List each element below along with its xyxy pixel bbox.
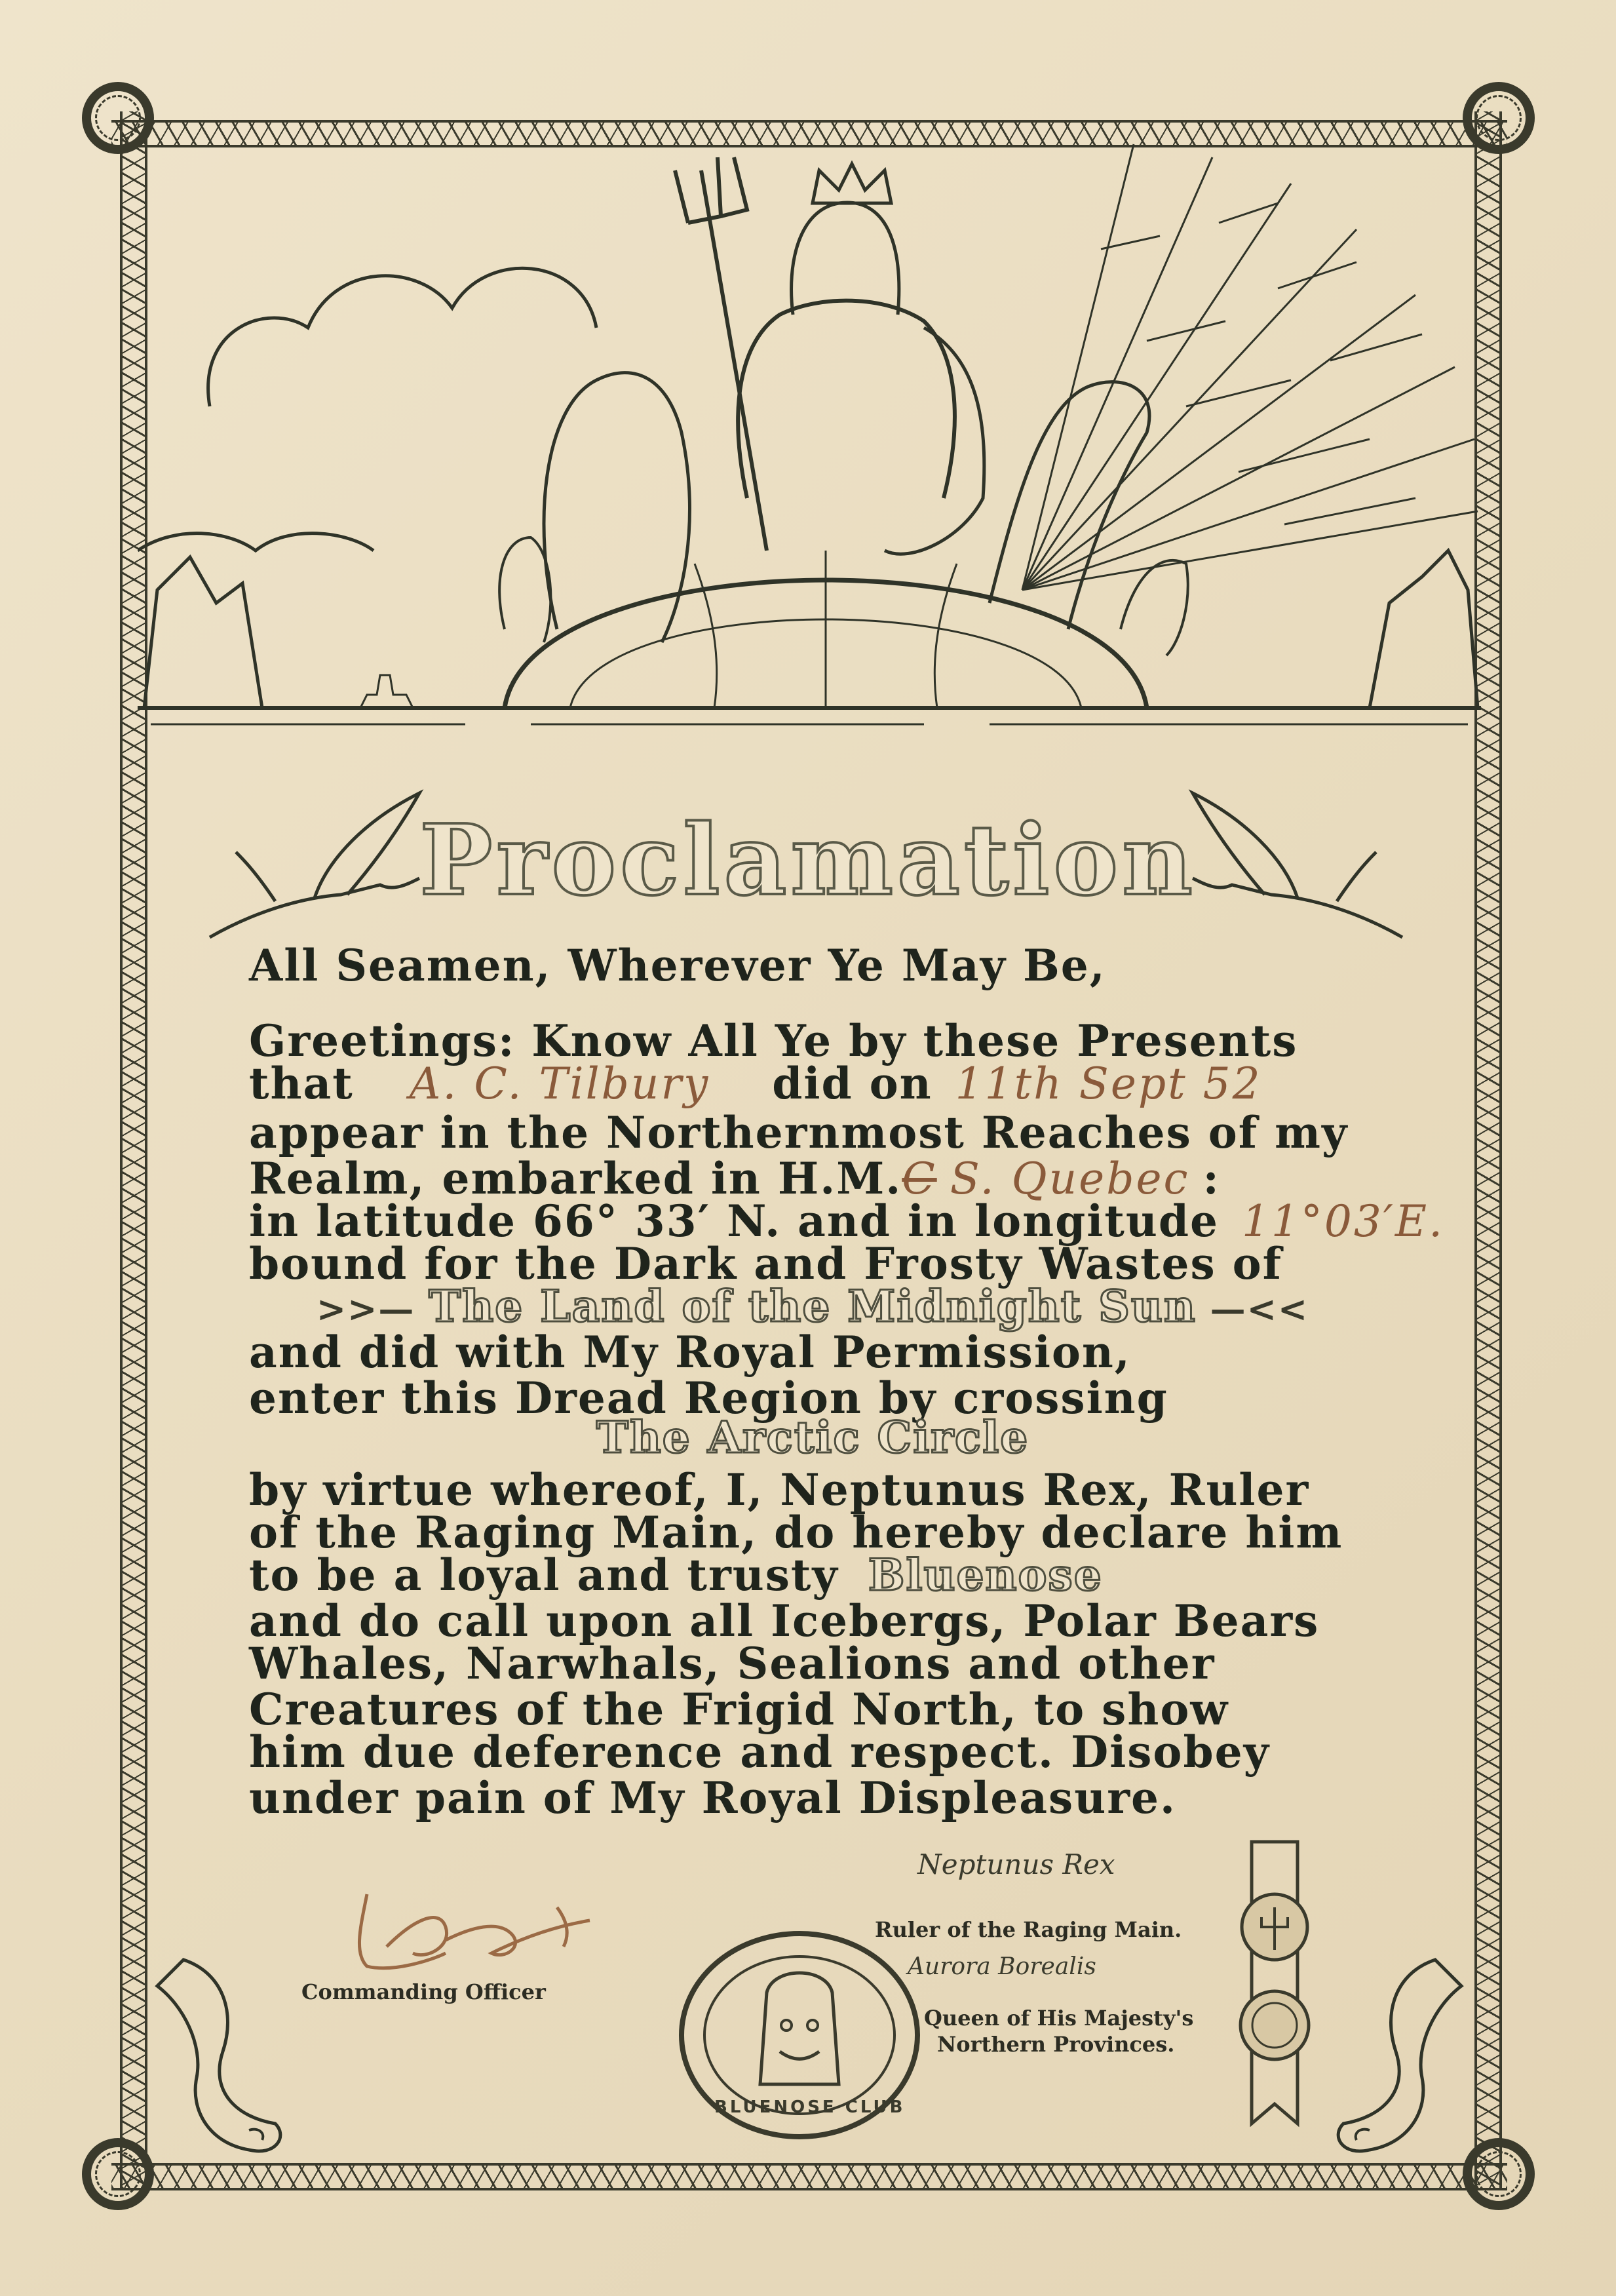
seal-text: BLUENOSE CLUB	[714, 2097, 906, 2117]
recipient-name: A. C. Tilbury	[409, 1059, 710, 1109]
text-line-5	[249, 1153, 1376, 1204]
text-line-7: bound for the Dark and Frosty Wastes of	[249, 1238, 1283, 1289]
realm-embarked-text: Realm, embarked in H.M.	[249, 1153, 902, 1204]
polar-bear-right	[990, 382, 1149, 629]
iceberg-left	[144, 557, 262, 708]
struck-letter: C	[902, 1154, 937, 1204]
dolphin-bottom-left	[144, 1947, 301, 2163]
text-line-1: All Seamen, Wherever Ye May Be,	[249, 940, 1106, 991]
battleship	[360, 675, 413, 708]
colon: :	[1202, 1153, 1220, 1204]
neptune-signature: Neptunus Rex	[917, 1848, 1115, 1880]
aurora-rays	[1022, 144, 1478, 590]
ribbon-with-seals	[1232, 1835, 1317, 2137]
rope-loop-bottom-left	[82, 2138, 154, 2210]
ship-name: S. Quebec	[950, 1154, 1190, 1204]
text-line-14: Whales, Narwhals, Sealions and other	[249, 1638, 1216, 1689]
aurora-signature: Aurora Borealis	[908, 1953, 1096, 1980]
commanding-officer-signature	[341, 1881, 616, 1986]
latitude-text: in latitude 66° 33′ N. and in longitude	[249, 1196, 1219, 1247]
iceberg-right	[1370, 551, 1478, 708]
text-line-16: him due deference and respect. Disobey	[249, 1726, 1270, 1778]
commanding-officer-label: Commanding Officer	[301, 1979, 546, 2004]
aurora-title-1: Queen of His Majesty's	[924, 2006, 1194, 2031]
text-line-9: enter this Dread Region by crossing	[249, 1372, 1168, 1424]
arctic-circle-line	[249, 1412, 1376, 1463]
neptune-illustration	[138, 131, 1481, 734]
polar-bear-left	[544, 373, 689, 642]
arrow-right-decoration: —<<	[1196, 1288, 1309, 1330]
seal-right	[1121, 560, 1188, 655]
loyal-trusty-text: to be a loyal and trusty	[249, 1549, 839, 1601]
longitude-value: 11°03′E.	[1241, 1196, 1445, 1247]
arctic-circle: The Arctic Circle	[596, 1412, 1029, 1463]
text-line-10: by virtue whereof, I, Neptunus Rex, Ruler	[249, 1464, 1310, 1515]
text-line-8: and did with My Royal Permission,	[249, 1327, 1131, 1378]
rope-border-bottom	[111, 2163, 1507, 2190]
land-of-midnight-sun: The Land of the Midnight Sun	[429, 1281, 1197, 1332]
that-word: that	[249, 1058, 354, 1109]
crown	[813, 164, 891, 203]
proclamation-title: Proclamation	[419, 803, 1197, 917]
land-of-midnight-sun-line	[249, 1281, 1376, 1332]
aurora-title-2: Northern Provinces.	[937, 2032, 1175, 2057]
bluenose-word: Bluenose	[868, 1549, 1103, 1601]
text-line-11: of the Raging Main, do hereby declare him	[249, 1507, 1343, 1558]
neptune-figure	[738, 301, 955, 498]
text-line-3	[249, 1058, 1376, 1109]
seal-left	[499, 537, 550, 642]
did-on-word: did on	[772, 1058, 933, 1109]
dolphin-bottom-right	[1317, 1947, 1474, 2163]
text-line-12	[249, 1549, 1376, 1601]
cloud-left	[208, 268, 596, 406]
text-line-13: and do call upon all Icebergs, Polar Bears	[249, 1595, 1320, 1646]
text-line-2: Greetings: Know All Ye by these Presents	[249, 1015, 1298, 1066]
text-line-6	[249, 1196, 1445, 1247]
text-line-4: appear in the Northernmost Reaches of my	[249, 1107, 1349, 1158]
crossing-date: 11th Sept 52	[955, 1059, 1262, 1109]
arrow-left-decoration: >>—	[316, 1288, 429, 1330]
neptune-title: Ruler of the Raging Main.	[875, 1917, 1182, 1942]
text-line-15: Creatures of the Frigid North, to show	[249, 1684, 1229, 1735]
text-line-17: under pain of My Royal Displeasure.	[249, 1772, 1176, 1823]
